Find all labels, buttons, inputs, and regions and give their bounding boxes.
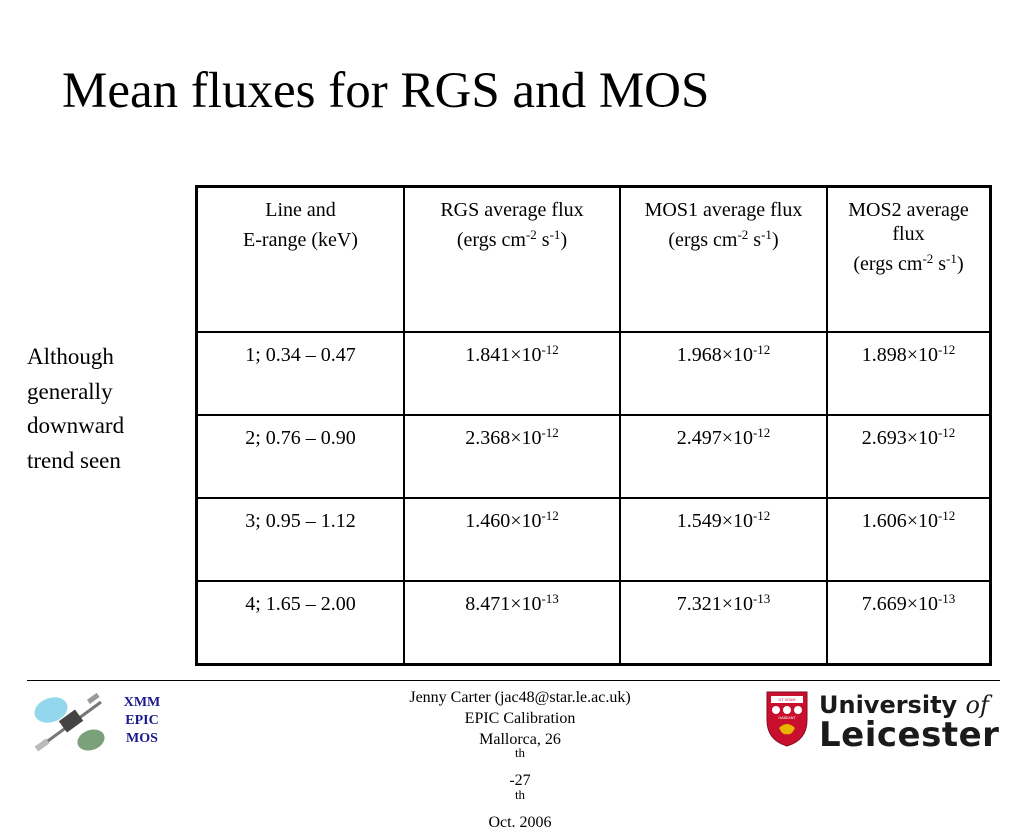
unit-text: (ergs cm (456, 229, 526, 251)
mission-line: EPIC (125, 713, 159, 729)
header-rgs-flux (404, 187, 620, 333)
header-label: MOS1 average flux (644, 199, 803, 221)
flux-exponent: -12 (752, 342, 771, 357)
flux-mantissa: 1.460×10 (465, 510, 542, 532)
university-wordmark (819, 691, 1000, 756)
credit-place-part: Oct. 2006 (488, 813, 552, 831)
flux-mantissa: 1.549×10 (676, 510, 753, 532)
footer-credit (340, 688, 700, 834)
header-unit (411, 228, 613, 252)
side-note: Although generally downward trend seen (27, 344, 125, 473)
cell-mos1-flux (620, 498, 827, 581)
unit-exponent: -1 (946, 251, 957, 266)
header-label: RGS average flux (440, 199, 584, 221)
flux-mantissa: 1.606×10 (861, 510, 938, 532)
unit-text: s (536, 229, 550, 251)
flux-mantissa: 1.841×10 (465, 344, 542, 366)
cell-rgs-flux (404, 581, 620, 665)
header-mos1-flux (620, 187, 827, 333)
cell-rgs-flux (404, 332, 620, 415)
cell-mos2-flux (827, 332, 991, 415)
unit-text: ) (956, 253, 964, 275)
credit-event: EPIC Calibration (464, 709, 576, 727)
table-row (197, 332, 991, 415)
cell-rgs-flux (404, 415, 620, 498)
flux-exponent: -12 (752, 425, 771, 440)
flux-mantissa: 2.693×10 (861, 427, 938, 449)
unit-text: (ergs cm (853, 253, 923, 275)
flux-exponent: -12 (752, 508, 771, 523)
flux-exponent: -12 (541, 425, 559, 440)
header-unit (834, 252, 983, 276)
flux-exponent: -13 (541, 591, 559, 606)
table-row (197, 581, 991, 665)
cell-mos2-flux (827, 498, 991, 581)
header-label: E-range (keV) (243, 229, 358, 251)
unit-text: s (933, 253, 947, 275)
cell-line-range: 1; 0.34 – 0.47 (197, 332, 405, 415)
table-header-row (197, 187, 991, 333)
cell-line-range: 4; 1.65 – 2.00 (197, 581, 405, 665)
university-shield-icon (765, 690, 809, 748)
university-logo (765, 688, 1000, 756)
table-row (197, 415, 991, 498)
shield-motto: UT VITAM (778, 698, 796, 702)
flux-exponent: -13 (752, 591, 771, 606)
unit-text: ) (771, 229, 779, 251)
header-line-erange (197, 187, 405, 333)
mission-line: MOS (126, 731, 158, 747)
cell-mos1-flux (620, 415, 827, 498)
table-row (197, 498, 991, 581)
header-label: Line and (265, 199, 336, 221)
footer-divider (27, 680, 1000, 681)
cell-mos2-flux (827, 415, 991, 498)
flux-mantissa: 7.669×10 (861, 593, 938, 615)
flux-exponent: -13 (937, 591, 956, 606)
flux-exponent: -12 (937, 342, 956, 357)
flux-mantissa: 1.968×10 (676, 344, 753, 366)
unit-text: (ergs cm (668, 229, 738, 251)
unit-exponent: -1 (761, 227, 772, 242)
cell-line-range: 2; 0.76 – 0.90 (197, 415, 405, 498)
slide-title: Mean fluxes for RGS and MOS (62, 63, 710, 119)
shield-motto: HABEANT (778, 716, 796, 720)
flux-exponent: -12 (937, 508, 956, 523)
flux-mantissa: 7.321×10 (676, 593, 753, 615)
header-unit (627, 228, 820, 252)
credit-place-part: -27 (509, 772, 531, 790)
flux-exponent: -12 (937, 425, 956, 440)
credit-author: Jenny Carter (jac48@star.le.ac.uk) (409, 689, 631, 706)
unit-exponent: -1 (549, 227, 561, 242)
credit-place-part: Mallorca, 26 (479, 730, 561, 748)
ordinal-suffix: th (514, 745, 526, 761)
xmm-newton-satellite-icon (27, 688, 113, 758)
mission-label (112, 694, 172, 749)
cell-mos2-flux (827, 581, 991, 665)
wordmark-of: of (965, 691, 989, 719)
flux-exponent: -12 (541, 342, 559, 357)
unit-exponent: -2 (525, 227, 537, 242)
flux-table (195, 185, 992, 666)
credit-place (340, 730, 700, 834)
cell-line-range: 3; 0.95 – 1.12 (197, 498, 405, 581)
flux-mantissa: 2.368×10 (465, 427, 542, 449)
unit-text: ) (560, 229, 568, 251)
wordmark-leicester: Leicester (819, 715, 1000, 756)
mission-line: XMM (123, 695, 161, 710)
ordinal-suffix: th (514, 786, 526, 802)
cell-mos1-flux (620, 332, 827, 415)
cell-rgs-flux (404, 498, 620, 581)
flux-mantissa: 2.497×10 (676, 427, 753, 449)
header-label: MOS2 average flux (848, 199, 969, 245)
unit-exponent: -2 (922, 251, 934, 266)
unit-text: s (748, 229, 762, 251)
unit-exponent: -2 (737, 227, 749, 242)
wordmark-university: University (819, 691, 958, 719)
flux-mantissa: 1.898×10 (861, 344, 938, 366)
flux-mantissa: 8.471×10 (465, 593, 542, 615)
cell-mos1-flux (620, 581, 827, 665)
header-mos2-flux (827, 187, 991, 333)
flux-exponent: -12 (541, 508, 559, 523)
